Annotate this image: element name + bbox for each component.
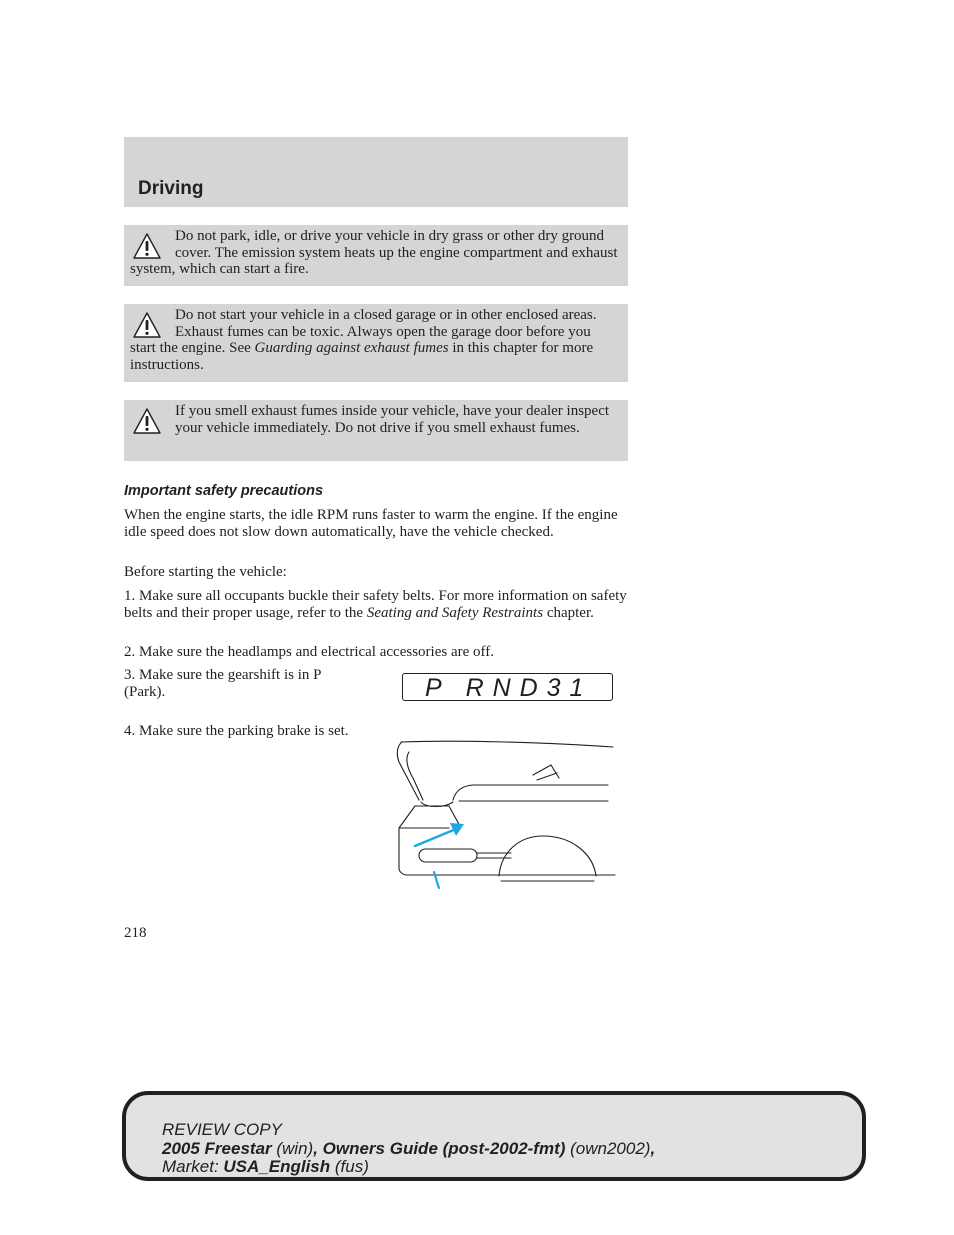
- intro-paragraph: When the engine starts, the idle RPM runs faster to warm the engine. If the engine idle speed does not slow down automatically, have the vehicle checked.: [124, 507, 618, 540]
- step-1: 1. Make sure all occupants buckle their safety belts. For more information on safety belts and their proper usage, refer to the Seating and Safety Restraints chapter.: [124, 588, 627, 621]
- parking-brake-illustration: [393, 738, 617, 893]
- section-header-band: [124, 137, 628, 207]
- warning-triangle-icon: [132, 232, 162, 260]
- step-4: 4. Make sure the parking brake is set.: [124, 723, 349, 739]
- section-heading: Important safety precautions: [124, 483, 324, 499]
- gear-indicator-display: P R N D 3 1: [402, 673, 613, 701]
- cross-reference: Guarding against exhaust fumes: [254, 340, 449, 356]
- before-starting-text: Before starting the vehicle:: [124, 564, 287, 580]
- warning-text: Do not start your vehicle in a closed garage or in other enclosed areas. Exhaust fumes can be toxic. Always open the garage door before you start the engine. See Guarding against exhaust fumes in this chapter for more instructions.: [130, 307, 597, 373]
- page-title: Driving: [138, 178, 204, 199]
- step-2: 2. Make sure the headlamps and electrical accessories are off.: [124, 644, 494, 660]
- warning-triangle-icon: [132, 407, 162, 435]
- warning-triangle-icon: [132, 311, 162, 339]
- cross-reference: Seating and Safety Restraints: [366, 604, 544, 621]
- review-copy-footer: [122, 1091, 866, 1181]
- document-info-line: 2005 Freestar (win), Owners Guide (post-2002-fmt) (own2002),: [162, 1138, 656, 1158]
- review-copy-label: REVIEW COPY: [162, 1120, 282, 1139]
- market-info-line: Market: USA_English (fus): [162, 1157, 369, 1176]
- warning-box: [124, 400, 628, 461]
- blue-arrow-icon: [415, 823, 464, 888]
- step-3: 3. Make sure the gearshift is in P (Park).: [124, 667, 321, 700]
- warning-text: Do not park, idle, or drive your vehicle in dry grass or other dry ground cover. The emission system heats up the engine compartment and exhaust system, which can start a fire.: [130, 228, 618, 277]
- warning-box: [124, 225, 628, 286]
- warning-text: If you smell exhaust fumes inside your vehicle, have your dealer inspect your vehicle immediately. Do not drive if you smell exhaust fumes.: [175, 403, 610, 436]
- page-number: 218: [124, 925, 147, 941]
- warning-box: [124, 304, 628, 382]
